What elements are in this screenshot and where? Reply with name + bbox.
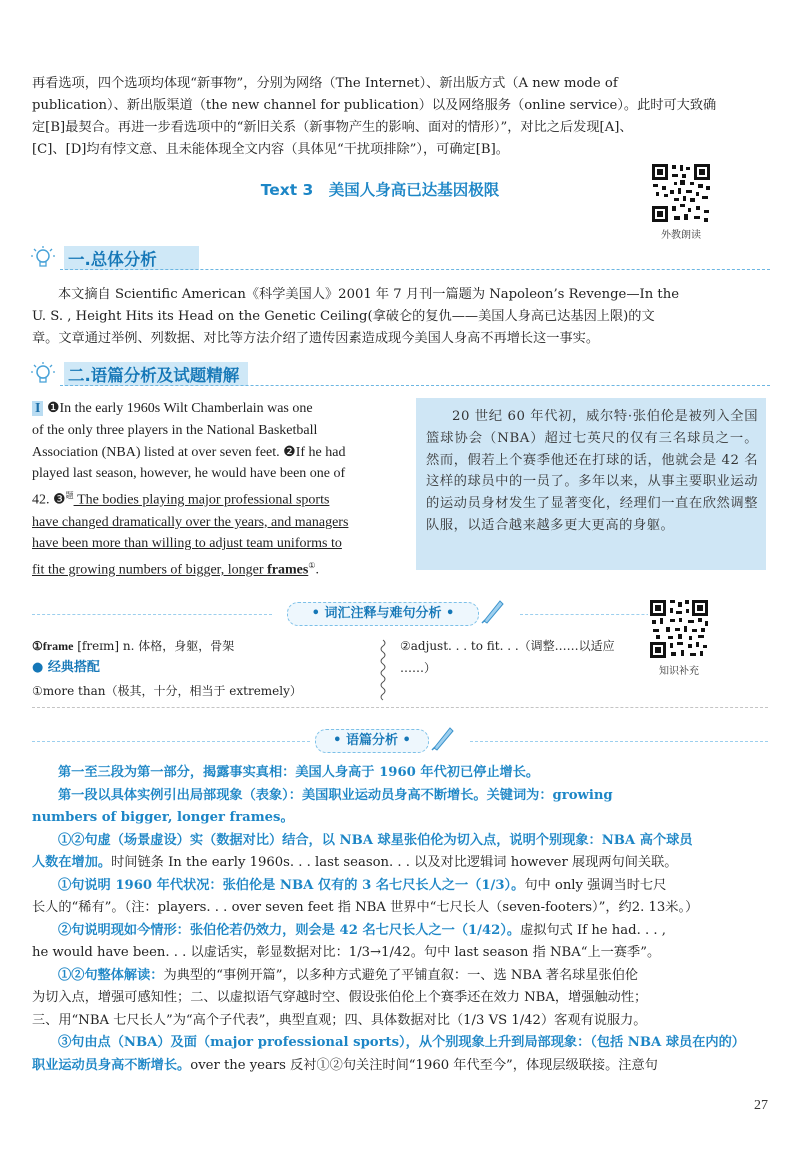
analysis-body (32, 762, 768, 1077)
analysis-line: 三、用“NBA 七尺长人”为“高个子代表”，典型直观；四、具体数据对比（1/3 VS 1/42）客观有说服力。 (32, 1012, 647, 1028)
analysis-line: 为典型的“事例开篇”，以多种方式避免了平铺直叙：一、选 NBA 著名球星张伯伦 (163, 967, 639, 983)
analysis-line: 句中 only 强调当时七尺 (524, 877, 667, 893)
qr-code-icon (648, 598, 710, 660)
analysis-line: 长人的“稀有”。（注：players. . . over seven feet 指 NBA 世界中“七尺长人（seven-footers）”，约2. 13米。） (32, 900, 699, 915)
qr-caption-knowledge: 知识补充 (659, 666, 699, 677)
vocab-section-pill: • 词汇注释与难句分析 • (287, 602, 479, 626)
intro-line-4: [C]、[D]均有悖文意、且未能体现全文内容（具体见“干扰项排除”），可确定[B]。 (32, 142, 509, 157)
passage-line: Association (NBA) listed at over seven feet. ❷If he had (32, 444, 346, 460)
pen-icon (430, 724, 456, 752)
vocab-word-frames: frames (267, 562, 309, 578)
vocab-item-3b: ……） (400, 661, 437, 675)
translation-text: 20 世纪 60 年代初，威尔特·张伯伦是被列入全国篮球协会（NBA）超过七英尺的仅有三名球员之一。然而，假若上个赛季他还在打球的话，他就会是 42 名这样的球员中的一员了。多年以来，从事主要职业运动的运动员身材发生了显著变化，经理们一直在欣然调整队服，以适合越来越多更大更高的身躯。 (426, 409, 758, 533)
vocab-definition: [freɪm] n. 体格，身躯，骨架 (73, 639, 235, 653)
intro-line-2: publication）、新出版渠道（the new channel for publication）以及网络服务（online service）。此时可大致确 (32, 98, 717, 113)
passage-line: fit the growing numbers of bigger, longer (32, 562, 268, 578)
analysis-line: ②句说明现如今情形：张伯伦若仍效力，则会是 42 名七尺长人之一（1/42）。 (58, 922, 521, 938)
analysis-line: 时间链条 In the early 1960s. . . last season. . . 以及对比逻辑词 however 展现两句间关联。 (111, 855, 678, 870)
intro-line-1: 再看选项，四个选项均体现“新事物”，分别为网络（The Internet）、新出版方式（A new mode of (32, 76, 618, 91)
passage-line: . (315, 562, 319, 578)
vocab-item-3a: ②adjust. . . to fit. . .（调整……以适应 (400, 639, 615, 653)
qr-code-knowledge[interactable] (648, 598, 710, 677)
passage-line: of the only three players in the National Basketball (32, 422, 318, 438)
summary-line-1: 本文摘自 Scientific American《科学美国人》2001 年 7 月刊一篇题为 Napoleon’s Revenge—In the (58, 287, 680, 302)
analysis-line: numbers of bigger, longer frames。 (32, 810, 294, 825)
text-title: Text 3 美国人身高已达基因极限 (260, 181, 500, 199)
qr-code-icon (650, 162, 712, 224)
intro-line-3: 定[B]最契合。再进一步看选项中的“新旧关系（新事物产生的影响、面对的情形）”，对比之后发现[A]、 (32, 120, 633, 135)
analysis-line: 职业运动员身高不断增长。 (32, 1057, 191, 1073)
analysis-line: over the years 反衬①②句关注时间“1960 年代至今”，体现层级联接。注意句 (190, 1057, 658, 1073)
paragraph-marker: I (32, 401, 43, 416)
analysis-line: ①②句虚（场景虚设）实（数据对比）结合，以 NBA 球星张伯伦为切入点，说明个别现象：NBA 高个球员 (58, 832, 693, 848)
section-1-title: 一.总体分析 (68, 250, 157, 269)
collocation-label: ● 经典搭配 (32, 660, 100, 675)
analysis-line: he would have been. . . 以虚话实，彰显数据对比：1/3→1/42。句中 last season 指 NBA“上一赛季”。 (32, 945, 661, 960)
pen-icon (480, 597, 506, 625)
section-2-title: 二.语篇分析及试题精解 (68, 366, 240, 385)
passage-line: 42. ❸ (32, 492, 66, 508)
analysis-line: 为切入点，增强可感知性；二、以虚拟语气穿越时空、假设张伯伦上个赛季还在效力 NBA，增强触动性； (32, 990, 648, 1005)
section-1-heading (30, 245, 770, 271)
section-2-heading (30, 361, 770, 387)
passage-line: played last season, however, he would have been one of (32, 466, 346, 482)
summary-line-2: U. S. , Height Hits its Head on the Genetic Ceiling(拿破仑的复仇——美国人身高已达基因上限)的文 (32, 309, 655, 324)
analysis-line: 虚拟句式 If he had. . . , (520, 922, 666, 938)
analysis-line: 第一段以具体实例引出局部现象（表象）：美国职业运动员身高不断增长。关键词为：growing (58, 787, 613, 803)
lightbulb-icon (30, 361, 62, 387)
vocab-item-1 (32, 636, 234, 656)
passage-line: have been more than willing to adjust team uniforms to (32, 536, 342, 552)
translation-box (416, 398, 766, 570)
analysis-line: 第一至三段为第一部分，揭露事实真相：美国人身高于 1960 年代初已停止增长。 (58, 765, 540, 780)
analysis-line: ①②句整体解读： (58, 967, 164, 983)
vocab-ref-sup: ① (308, 561, 316, 571)
analysis-line: ①句说明 1960 年代状况：张伯伦是 NBA 仅有的 3 名七尺长人之一（1/3）。 (58, 877, 525, 893)
lightbulb-icon (30, 245, 62, 271)
spiral-divider-icon (378, 638, 388, 702)
passage-line: ❶In the early 1960s Wilt Chamberlain was one (46, 401, 313, 416)
analysis-section-pill: • 语篇分析 • (315, 729, 429, 753)
summary-line-3: 章。文章通过举例、列数据、对比等方法介绍了遗传因素造成现今美国人身高不再增长这一事实。 (32, 331, 600, 346)
passage-line: The bodies playing major professional sports (73, 492, 330, 508)
qr-code-reading[interactable] (650, 162, 712, 241)
qr-caption-reading: 外教朗读 (661, 230, 701, 241)
question-mark-sup: 题 (65, 491, 74, 501)
passage-line: have changed dramatically over the years, and managers (32, 514, 349, 530)
page-number: 27 (754, 1098, 768, 1113)
vocab-word: ①frame (32, 639, 74, 653)
passage-paragraph-1 (32, 398, 408, 582)
vocab-item-2: ①more than（极其，十分，相当于 extremely） (32, 684, 302, 698)
analysis-line: ③句由点（NBA）及面（major professional sports），从个别现象上升到局部现象：（包括 NBA 球员在内的） (58, 1035, 745, 1050)
analysis-line: 人数在增加。 (32, 855, 112, 870)
